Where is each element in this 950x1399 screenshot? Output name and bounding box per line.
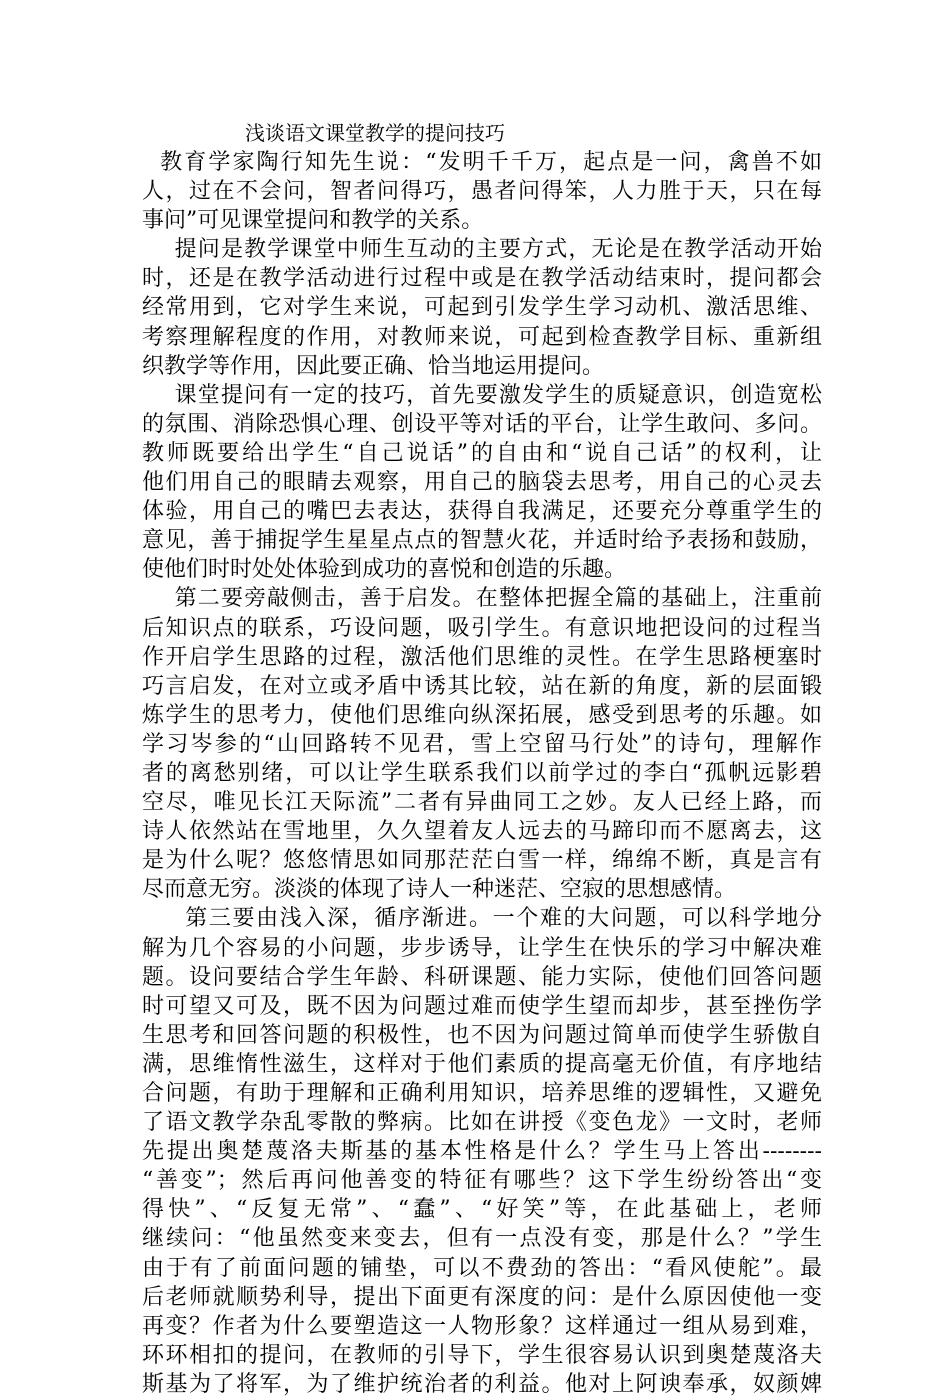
- text-line: 时可望又可及，既不因为问题过难而使学生望而却步，甚至挫伤学: [142, 993, 822, 1019]
- text-line: 得快”、“反复无常”、“蠢”、“好笑”等，在此基础上，老师: [142, 1197, 822, 1223]
- text-line: 学习岑参的“山回路转不见君，雪上空留马行处”的诗句，理解作: [142, 731, 822, 757]
- text-line: 使他们时时处处体验到成功的喜悦和创造的乐趣。: [142, 557, 627, 583]
- text-line: 尽而意无穷。淡淡的体现了诗人一种迷茫、空寂的思想感情。: [142, 877, 737, 903]
- text-line: 解为几个容易的小问题，步步诱导，让学生在快乐的学习中解决难: [142, 935, 822, 961]
- text-line: 者的离愁别绪，可以让学生联系我们以前学过的李白“孤帆远影碧: [142, 760, 822, 786]
- text-line: 体验，用自己的嘴巴去表达，获得自我满足，还要充分尊重学生的: [142, 499, 822, 525]
- text-line: 后老师就顺势利导，提出下面更有深度的问：是什么原因使他一变: [142, 1284, 822, 1310]
- text-line: 教师既要给出学生“自己说话”的自由和“说自己话”的权利，让: [142, 440, 822, 466]
- text-line: 后知识点的联系，巧设问题，吸引学生。有意识地把设问的过程当: [142, 615, 822, 641]
- text-line: 第三要由浅入深，循序渐进。一个难的大问题，可以科学地分: [142, 906, 822, 932]
- text-line: 先提出奥楚蔑洛夫斯基的基本性格是什么？学生马上答出--------: [142, 1139, 822, 1165]
- document-body: [142, 148, 822, 1399]
- text-line: 课堂提问有一定的技巧，首先要激发学生的质疑意识，创造宽松: [142, 382, 822, 408]
- text-line: 再变？作者为什么要塑造这一人物形象？这样通过一组从易到难，: [142, 1313, 822, 1339]
- text-line: 的氛围、消除恐惧心理、创设平等对话的平台，让学生敢问、多问。: [142, 411, 822, 437]
- text-line: 斯基为了将军，为了维护统治者的利益。他对上阿谀奉承，奴颜婢: [142, 1371, 822, 1397]
- text-line: 环环相扣的提问，在教师的引导下，学生很容易认识到奥楚蔑洛夫: [142, 1342, 822, 1368]
- text-line: 时，还是在教学活动进行过程中或是在教学活动结束时，提问都会: [142, 266, 822, 292]
- text-line: 意见，善于捕捉学生星星点点的智慧火花，并适时给予表扬和鼓励，: [142, 528, 822, 554]
- text-line: 作开启学生思路的过程，激活他们思维的灵性。在学生思路梗塞时: [142, 644, 822, 670]
- text-line: 满，思维惰性滋生，这样对于他们素质的提高毫无价值，有序地结: [142, 1051, 822, 1077]
- text-line: 炼学生的思考力，使他们思维向纵深拓展，感受到思考的乐趣。如: [142, 702, 822, 728]
- text-line: 空尽，唯见长江天际流”二者有异曲同工之妙。友人已经上路，而: [142, 790, 822, 816]
- text-line: “善变”；然后再问他善变的特征有哪些？这下学生纷纷答出“变: [142, 1168, 822, 1194]
- document-title: 浅谈语文课堂教学的提问技巧: [245, 121, 505, 145]
- text-line: 生思考和回答问题的积极性，也不因为问题过简单而使学生骄傲自: [142, 1022, 822, 1048]
- text-line: 考察理解程度的作用，对教师来说，可起到检查教学目标、重新组: [142, 324, 822, 350]
- text-line: 合问题，有助于理解和正确利用知识，培养思维的逻辑性，又避免: [142, 1081, 822, 1106]
- text-line: 了语文教学杂乱零散的弊病。比如在讲授《变色龙》一文时，老师: [142, 1110, 822, 1136]
- text-line: 第二要旁敲侧击，善于启发。在整体把握全篇的基础上，注重前: [142, 586, 822, 612]
- text-line: 人，过在不会问，智者问得巧，愚者问得笨，人力胜于天，只在每: [142, 179, 822, 205]
- text-line: 织教学等作用，因此要正确、恰当地运用提问。: [142, 353, 605, 379]
- text-line: 经常用到，它对学生来说，可起到引发学生学习动机、激活思维、: [142, 295, 822, 321]
- text-line: 继续问：“他虽然变来变去，但有一点没有变，那是什么？”学生: [142, 1226, 822, 1252]
- text-line: 事问”可见课堂提问和教学的关系。: [142, 208, 484, 234]
- text-line: 题。设问要结合学生年龄、科研课题、能力实际，使他们回答问题: [142, 964, 822, 990]
- text-line: 诗人依然站在雪地里，久久望着友人远去的马蹄印而不愿离去，这: [142, 819, 822, 845]
- text-line: 他们用自己的眼睛去观察，用自己的脑袋去思考，用自己的心灵去: [142, 470, 822, 496]
- text-line: 是为什么呢？悠悠情思如同那茫茫白雪一样，绵绵不断，真是言有: [142, 848, 822, 874]
- text-line: 提问是教学课堂中师生互动的主要方式，无论是在教学活动开始: [142, 237, 822, 263]
- text-line: 教育学家陶行知先生说：“发明千千万，起点是一问，禽兽不如: [142, 150, 822, 175]
- text-line: 巧言启发，在对立或矛盾中诱其比较，站在新的角度，新的层面锻: [142, 673, 822, 699]
- text-line: 由于有了前面问题的铺垫，可以不费劲的答出：“看风使舵”。最: [142, 1255, 822, 1281]
